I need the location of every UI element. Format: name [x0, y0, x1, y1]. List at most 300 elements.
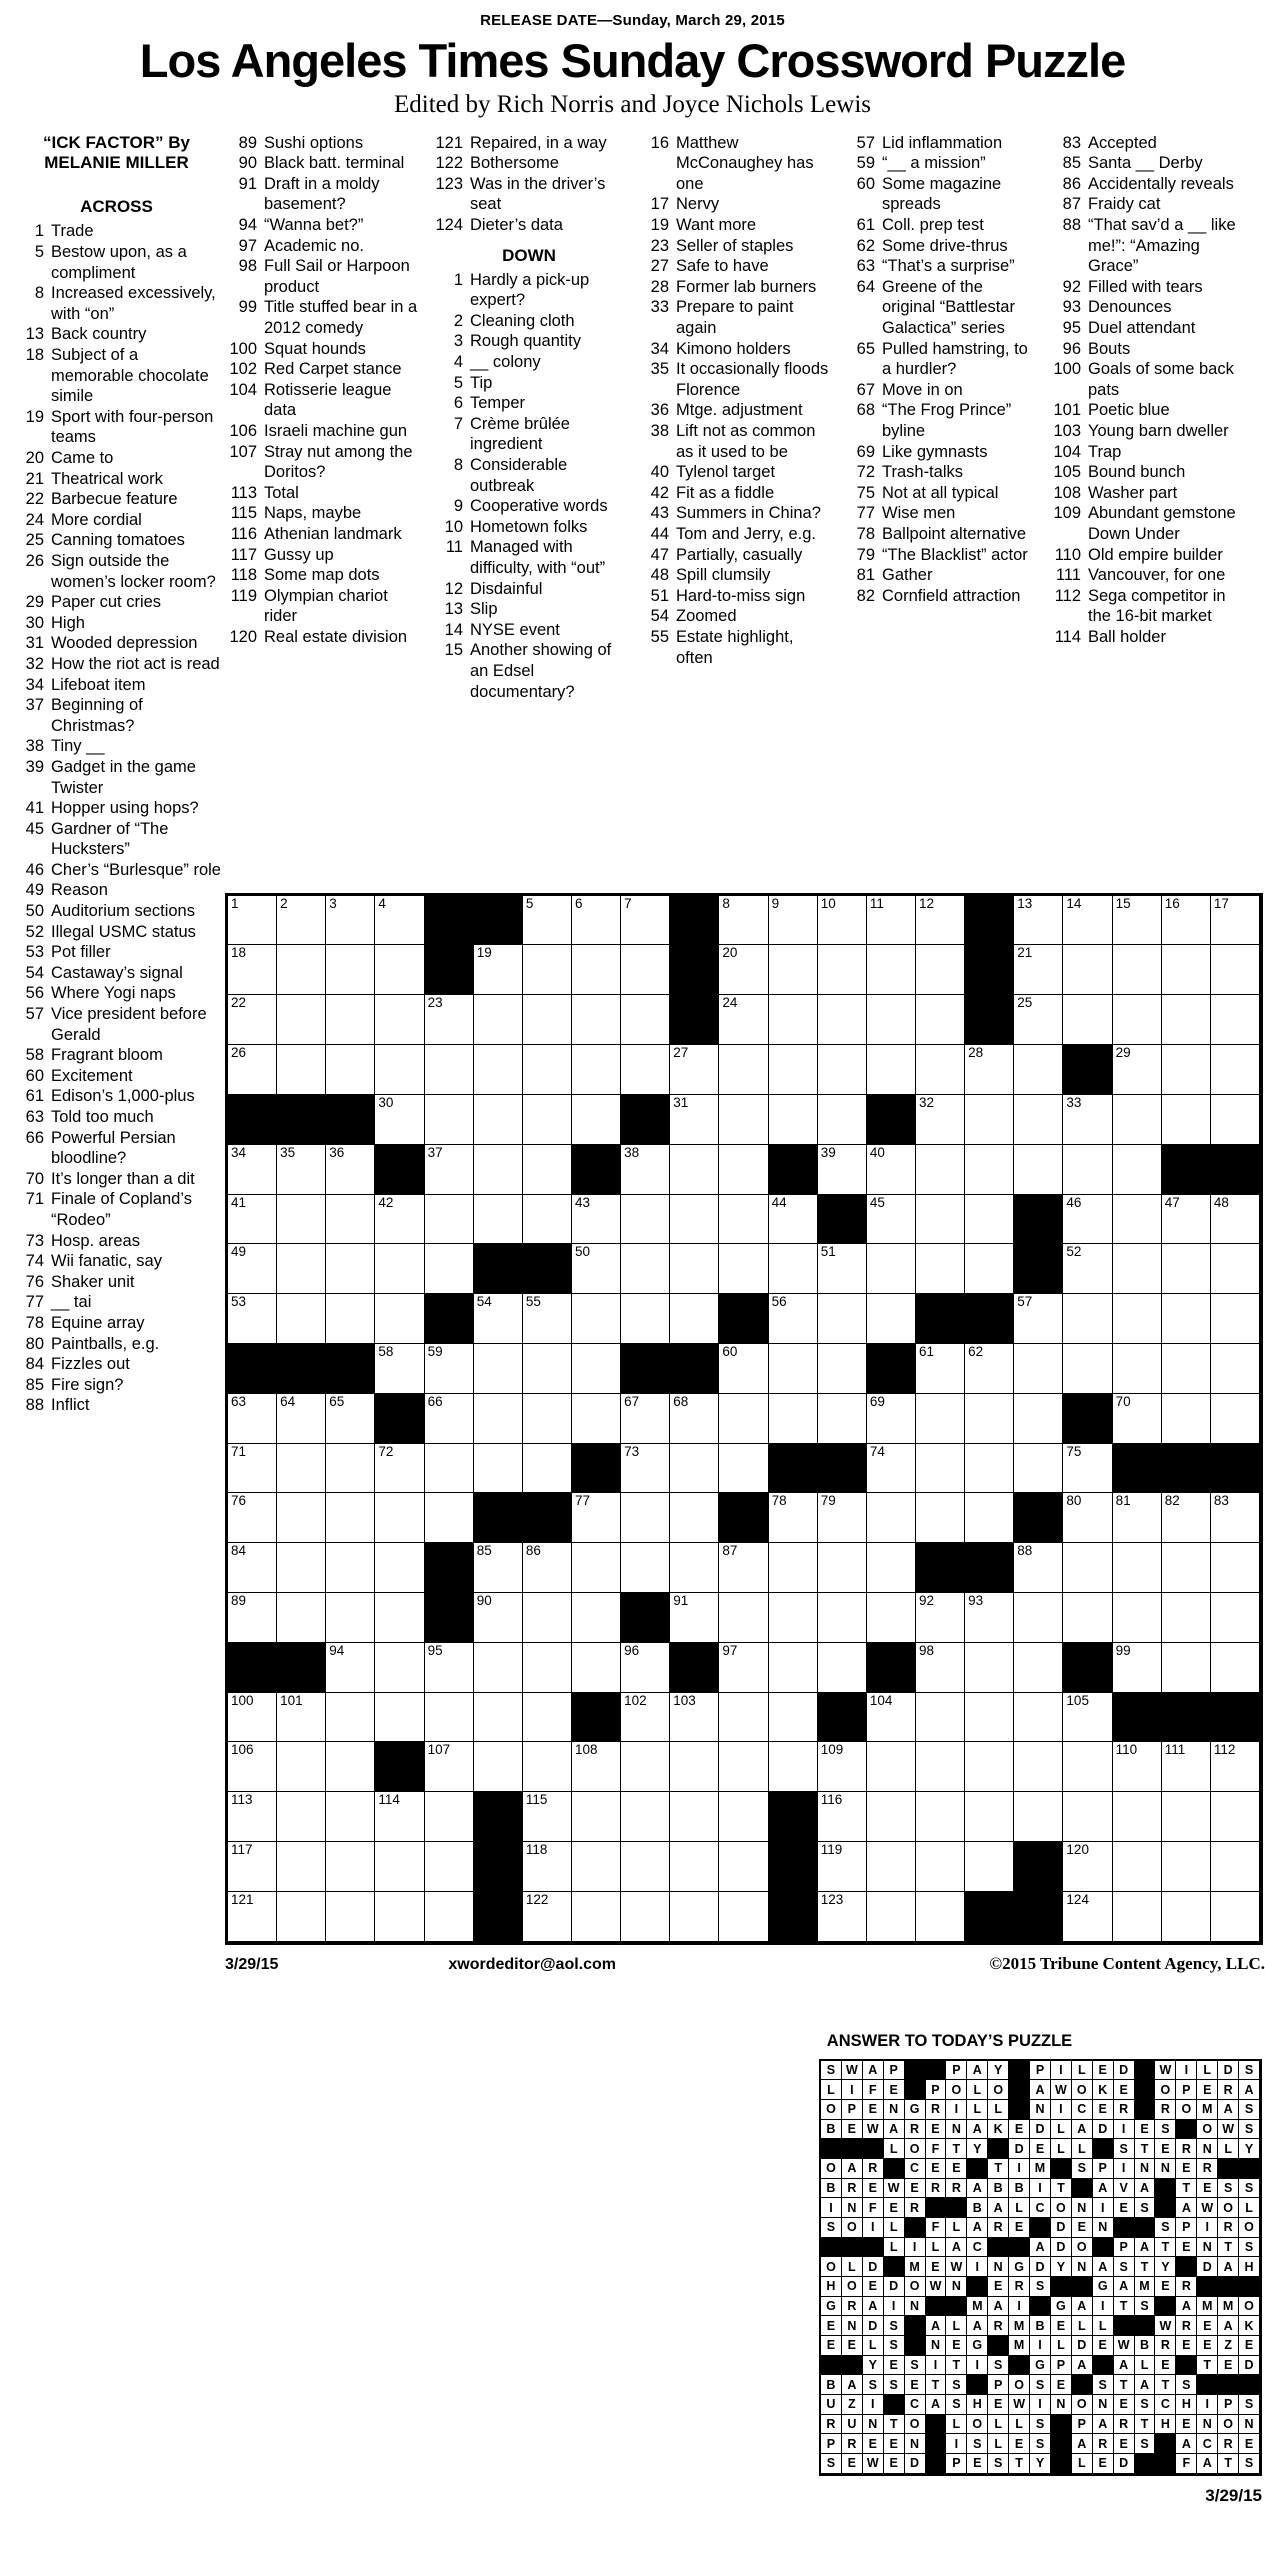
grid-cell — [1014, 1394, 1063, 1444]
grid-cell — [474, 995, 523, 1045]
black-cell — [1009, 2100, 1030, 2120]
black-cell — [425, 945, 474, 995]
grid-cell — [1063, 1145, 1112, 1195]
grid-cell — [523, 1892, 572, 1942]
grid-cell: A — [863, 2061, 884, 2081]
grid-cell: R — [988, 2218, 1009, 2238]
grid-cell — [1014, 1792, 1063, 1842]
down-clues-16-55 — [637, 133, 833, 668]
cell-number: 25 — [1017, 995, 1033, 1011]
grid-cell: L — [988, 2415, 1009, 2435]
grid-cell — [818, 995, 867, 1045]
grid-cell — [1211, 1742, 1260, 1792]
grid-cell — [1113, 1892, 1162, 1942]
clue-item — [637, 359, 833, 400]
grid-cell: S — [1239, 2179, 1260, 2199]
black-cell — [818, 1195, 867, 1245]
grid-cell — [375, 1593, 424, 1643]
black-cell — [1239, 2159, 1260, 2179]
clue-number: 77 — [25, 1293, 44, 1312]
down-clues-83-114 — [1049, 133, 1245, 648]
clue-number: 52 — [25, 922, 44, 941]
grid-cell — [326, 1244, 375, 1294]
clue-number: 13 — [444, 600, 463, 619]
grid-cell — [1014, 1294, 1063, 1344]
clue-item — [843, 380, 1039, 401]
grid-cell — [1211, 1095, 1260, 1145]
cell-number: 44 — [771, 1194, 787, 1210]
grid-cell: W — [946, 2257, 967, 2277]
grid-cell: A — [1218, 2257, 1239, 2277]
cell-number: 104 — [869, 1692, 893, 1708]
grid-cell — [916, 1842, 965, 1892]
clue-number: 90 — [238, 154, 257, 173]
grid-cell: O — [1197, 2120, 1218, 2140]
grid-cell: C — [967, 2238, 988, 2258]
cell-number: 60 — [722, 1343, 738, 1359]
grid-cell: W — [863, 2120, 884, 2140]
clue-text: __ colony — [470, 353, 541, 372]
clue-number: 21 — [25, 469, 44, 488]
grid-cell — [1063, 945, 1112, 995]
clue-text: “Wanna bet?” — [264, 216, 364, 235]
grid-cell: I — [946, 2100, 967, 2120]
grid-cell: G — [905, 2100, 926, 2120]
grid-cell: G — [967, 2336, 988, 2356]
black-cell — [1030, 2297, 1051, 2317]
grid-cell: I — [1114, 2159, 1135, 2179]
black-cell — [1009, 2356, 1030, 2376]
clue-text: Disdainful — [470, 579, 543, 598]
grid-cell — [719, 1244, 768, 1294]
grid-cell — [523, 1742, 572, 1792]
clue-text: Full Sail or Harpoon product — [264, 257, 410, 296]
grid-cell — [719, 1643, 768, 1693]
cell-number: 107 — [427, 1742, 451, 1758]
black-cell — [818, 1693, 867, 1743]
grid-cell: L — [1051, 2139, 1072, 2159]
clue-text: Wooded depression — [51, 634, 198, 653]
grid-cell: V — [1114, 2179, 1135, 2199]
grid-cell: T — [1114, 2297, 1135, 2317]
grid-cell: D — [1114, 2454, 1135, 2474]
grid-cell: L — [1072, 2316, 1093, 2336]
grid-cell: I — [821, 2198, 842, 2218]
grid-cell — [326, 1892, 375, 1942]
across-clues-121-124 — [431, 133, 627, 236]
clue-number: 60 — [25, 1066, 44, 1085]
grid-cell: T — [946, 2356, 967, 2376]
clue-text: “__ a mission” — [882, 154, 986, 173]
black-cell — [842, 2139, 863, 2159]
grid-cell: E — [863, 2179, 884, 2199]
grid-cell: A — [946, 2238, 967, 2258]
cell-number: 14 — [1066, 895, 1082, 911]
grid-cell — [375, 1792, 424, 1842]
black-cell — [1030, 2218, 1051, 2238]
grid-cell — [1162, 1045, 1211, 1095]
black-cell — [670, 1643, 719, 1693]
grid-cell — [916, 896, 965, 946]
grid-cell: P — [926, 2080, 947, 2100]
black-cell — [926, 2297, 947, 2317]
clue-item — [431, 599, 627, 620]
black-cell — [277, 1344, 326, 1394]
grid-cell: S — [946, 2375, 967, 2395]
grid-cell: N — [1093, 2218, 1114, 2238]
grid-cell: P — [1072, 2415, 1093, 2435]
clue-number: 82 — [856, 586, 875, 605]
grid-cell — [1162, 896, 1211, 946]
grid-cell — [572, 1095, 621, 1145]
grid-cell — [867, 1842, 916, 1892]
grid-cell — [621, 1045, 670, 1095]
black-cell — [228, 1344, 277, 1394]
clue-number: 78 — [856, 524, 875, 543]
grid-cell — [1162, 945, 1211, 995]
clue-text: Hometown folks — [470, 517, 588, 536]
grid-cell — [1162, 1294, 1211, 1344]
clue-number: 104 — [1053, 442, 1081, 461]
grid-cell: O — [821, 2159, 842, 2179]
clue-text: Duel attendant — [1088, 319, 1196, 338]
cell-number: 47 — [1164, 1194, 1180, 1210]
grid-cell — [818, 1643, 867, 1693]
cell-number: 97 — [722, 1642, 738, 1658]
grid-cell: C — [905, 2395, 926, 2415]
grid-cell: I — [1197, 2395, 1218, 2415]
grid-cell: T — [1114, 2375, 1135, 2395]
clue-number: 4 — [453, 353, 463, 372]
black-cell — [1239, 2375, 1260, 2395]
black-cell — [1176, 2120, 1197, 2140]
grid-cell — [1063, 1244, 1112, 1294]
grid-cell — [1113, 1742, 1162, 1792]
black-cell — [1113, 1444, 1162, 1494]
clue-number: 92 — [1062, 277, 1081, 296]
grid-cell: A — [1072, 2297, 1093, 2317]
clue-number: 97 — [238, 236, 257, 255]
clue-text: Tylenol target — [676, 463, 776, 482]
grid-cell — [916, 1693, 965, 1743]
black-cell — [425, 1294, 474, 1344]
grid-cell — [1162, 1543, 1211, 1593]
grid-cell — [1211, 1294, 1260, 1344]
grid-cell — [867, 1593, 916, 1643]
clue-number: 100 — [229, 339, 257, 358]
grid-cell — [769, 896, 818, 946]
clue-item — [431, 174, 627, 215]
grid-cell — [1063, 1892, 1112, 1942]
grid-cell — [474, 1693, 523, 1743]
clue-text: Finale of Copland’s “Rodeo” — [51, 1190, 192, 1229]
clue-number: 17 — [650, 195, 669, 214]
clue-number: 44 — [650, 524, 669, 543]
clue-number: 8 — [453, 456, 463, 474]
grid-cell — [277, 1195, 326, 1245]
clue-item — [8, 922, 225, 943]
grid-cell — [326, 945, 375, 995]
grid-cell — [375, 1294, 424, 1344]
grid-cell — [1211, 1493, 1260, 1543]
clue-text: Rough quantity — [470, 332, 581, 351]
grid-cell: E — [1009, 2218, 1030, 2238]
clue-text: Ball holder — [1088, 627, 1166, 646]
grid-cell — [228, 1394, 277, 1444]
grid-cell: D — [1093, 2120, 1114, 2140]
clue-number: 77 — [856, 504, 875, 523]
clue-number: 114 — [1054, 627, 1081, 646]
clue-text: Some map dots — [264, 566, 380, 585]
grid-cell — [965, 1493, 1014, 1543]
clue-text: Safe to have — [676, 257, 769, 276]
cell-number: 91 — [673, 1593, 689, 1609]
grid-cell: E — [1093, 2100, 1114, 2120]
clue-text: Tom and Jerry, e.g. — [676, 524, 817, 543]
black-cell — [965, 995, 1014, 1045]
grid-cell: I — [884, 2297, 905, 2317]
clue-item — [1049, 545, 1245, 566]
black-cell — [769, 1842, 818, 1892]
grid-cell — [572, 1394, 621, 1444]
grid-cell: E — [946, 2336, 967, 2356]
grid-cell — [523, 945, 572, 995]
clue-item — [1049, 174, 1245, 195]
grid-cell — [523, 1344, 572, 1394]
clue-number: 39 — [25, 757, 44, 776]
black-cell — [1162, 1444, 1211, 1494]
cell-number: 50 — [574, 1244, 591, 1260]
clue-number: 55 — [650, 627, 669, 646]
grid-cell — [670, 1543, 719, 1593]
grid-cell — [326, 1543, 375, 1593]
clue-item — [843, 174, 1039, 215]
clue-text: Goals of some back pats — [1088, 360, 1234, 399]
grid-cell: E — [1114, 2395, 1135, 2415]
crossword-grid — [225, 893, 1263, 1945]
clue-text: Bestow upon, as a compliment — [51, 243, 187, 282]
cell-number: 123 — [820, 1891, 844, 1907]
clue-item — [431, 537, 627, 578]
black-cell — [946, 2198, 967, 2218]
grid-cell: E — [1176, 2159, 1197, 2179]
grid-cell — [425, 1394, 474, 1444]
grid-cell — [1211, 1045, 1260, 1095]
grid-cell — [1211, 945, 1260, 995]
grid-cell: W — [926, 2277, 947, 2297]
grid-cell — [1063, 1095, 1112, 1145]
grid-cell — [425, 1095, 474, 1145]
grid-cell: L — [1093, 2316, 1114, 2336]
grid-cell — [277, 1593, 326, 1643]
clue-number: 7 — [453, 414, 463, 433]
grid-cell — [1113, 1792, 1162, 1842]
grid-cell — [1113, 1493, 1162, 1543]
grid-cell: E — [1093, 2454, 1114, 2474]
clue-text: Lift not as common as it used to be — [676, 422, 816, 461]
clue-item — [8, 448, 225, 469]
grid-cell: R — [1009, 2277, 1030, 2297]
grid-cell — [1014, 1444, 1063, 1494]
clue-text: Denounces — [1088, 298, 1172, 317]
clue-item — [637, 133, 833, 195]
black-cell — [1135, 2100, 1156, 2120]
grid-cell — [916, 945, 965, 995]
grid-cell — [719, 1145, 768, 1195]
clue-text: Naps, maybe — [264, 504, 362, 523]
grid-cell: A — [967, 2179, 988, 2199]
main-content — [0, 133, 1265, 1974]
grid-cell: O — [905, 2139, 926, 2159]
grid-cell: T — [1135, 2257, 1156, 2277]
grid-cell — [719, 945, 768, 995]
clue-item — [431, 620, 627, 641]
grid-cell: E — [926, 2159, 947, 2179]
clue-text: Gadget in the game Twister — [51, 757, 196, 797]
clue-item — [431, 153, 627, 174]
grid-cell: O — [967, 2415, 988, 2435]
cell-number: 69 — [869, 1393, 885, 1409]
clue-text: Title stuffed bear in a 2012 comedy — [264, 298, 418, 338]
cell-number: 9 — [771, 895, 780, 911]
grid-cell: B — [1135, 2336, 1156, 2356]
clue-number: 71 — [25, 1190, 44, 1209]
grid-cell — [474, 1344, 523, 1394]
clue-number: 80 — [25, 1334, 44, 1353]
clue-item — [8, 880, 225, 901]
clue-item — [637, 503, 833, 524]
grid-cell — [1113, 1394, 1162, 1444]
cell-number: 116 — [820, 1792, 843, 1808]
grid-cell — [277, 1444, 326, 1494]
grid-cell: E — [1197, 2336, 1218, 2356]
grid-cell: F — [926, 2218, 947, 2238]
cell-number: 103 — [673, 1692, 696, 1708]
grid-cell — [425, 995, 474, 1045]
clue-text: How the riot act is read — [51, 654, 220, 673]
clue-text: Young barn dweller — [1088, 422, 1229, 440]
clue-number: 53 — [25, 943, 44, 962]
grid-cell — [572, 995, 621, 1045]
cell-number: 16 — [1164, 895, 1180, 911]
black-cell — [277, 1643, 326, 1693]
black-cell — [1135, 2316, 1156, 2336]
clue-column-5 — [843, 133, 1039, 893]
black-cell — [965, 896, 1014, 946]
cell-number: 27 — [673, 1045, 689, 1061]
grid-cell: L — [946, 2218, 967, 2238]
clue-number: 23 — [650, 236, 669, 255]
clue-item — [1049, 194, 1245, 215]
clue-text: Partially, casually — [676, 545, 803, 564]
grid-cell: E — [1009, 2434, 1030, 2454]
grid-cell: I — [1051, 2100, 1072, 2120]
grid-cell — [719, 896, 768, 946]
grid-cell: A — [1072, 2120, 1093, 2140]
grid-cell — [719, 1593, 768, 1643]
clue-text: Israeli machine gun — [264, 422, 408, 440]
cell-number: 10 — [820, 895, 836, 911]
clue-number: 31 — [25, 634, 44, 653]
across-header: ACROSS — [80, 197, 153, 217]
clue-item — [8, 675, 225, 696]
clue-text: Hard-to-miss sign — [676, 586, 806, 605]
black-cell — [1072, 2277, 1093, 2297]
clue-item — [8, 1292, 225, 1313]
cell-number: 68 — [673, 1393, 689, 1409]
grid-cell — [965, 1693, 1014, 1743]
clue-number: 102 — [229, 360, 257, 379]
clue-text: Move in on — [882, 380, 963, 399]
grid-cell: N — [1051, 2395, 1072, 2415]
grid-cell: N — [926, 2336, 947, 2356]
clue-number: 70 — [25, 1169, 44, 1188]
clue-item — [843, 133, 1039, 154]
black-cell — [1009, 2238, 1030, 2258]
grid-cell: S — [1030, 2434, 1051, 2454]
clue-number: 37 — [25, 696, 44, 715]
clue-item — [431, 414, 627, 455]
grid-cell — [719, 1842, 768, 1892]
grid-cell — [916, 1493, 965, 1543]
grid-cell — [916, 1394, 965, 1444]
cell-number: 18 — [231, 945, 247, 961]
grid-cell — [326, 1045, 375, 1095]
clue-item — [225, 545, 421, 566]
grid-cell: O — [821, 2257, 842, 2277]
grid-cell: C — [1030, 2198, 1051, 2218]
grid-cell — [769, 1244, 818, 1294]
black-cell — [863, 2139, 884, 2159]
grid-cell: R — [863, 2159, 884, 2179]
clue-number: 112 — [1054, 586, 1081, 605]
grid-cell: L — [967, 2100, 988, 2120]
grid-cell — [523, 1593, 572, 1643]
grid-cell: A — [1030, 2238, 1051, 2258]
grid-cell — [228, 945, 277, 995]
clue-item — [8, 757, 225, 798]
black-cell — [1014, 1892, 1063, 1942]
grid-cell — [1211, 1643, 1260, 1693]
clue-text: Came to — [51, 449, 114, 467]
grid-cell — [425, 1693, 474, 1743]
grid-cell: I — [1197, 2218, 1218, 2238]
grid-cell — [375, 1892, 424, 1942]
clue-text: Hopper using hops? — [51, 799, 199, 818]
cell-number: 17 — [1213, 895, 1229, 911]
grid-cell: D — [863, 2257, 884, 2277]
grid-cell — [965, 1045, 1014, 1095]
grid-cell: M — [1197, 2297, 1218, 2317]
grid-cell: S — [1030, 2375, 1051, 2395]
cell-number: 11 — [869, 895, 884, 911]
grid-cell — [670, 1842, 719, 1892]
clue-text: Red Carpet stance — [264, 360, 402, 379]
grid-cell — [228, 1493, 277, 1543]
clue-number: 12 — [444, 579, 463, 598]
grid-cell — [425, 1792, 474, 1842]
clue-item — [8, 1313, 225, 1334]
footer-email: xwordeditor@aol.com — [448, 1955, 617, 1973]
clue-text: Sign outside the women’s locker room? — [51, 551, 216, 591]
grid-cell — [867, 1045, 916, 1095]
clue-text: “The Blacklist” actor — [882, 545, 1028, 564]
clue-text: Repaired, in a way — [470, 133, 607, 152]
grid-cell — [965, 1842, 1014, 1892]
grid-cell — [523, 1643, 572, 1693]
clue-number: 10 — [444, 517, 463, 536]
grid-cell — [523, 1195, 572, 1245]
